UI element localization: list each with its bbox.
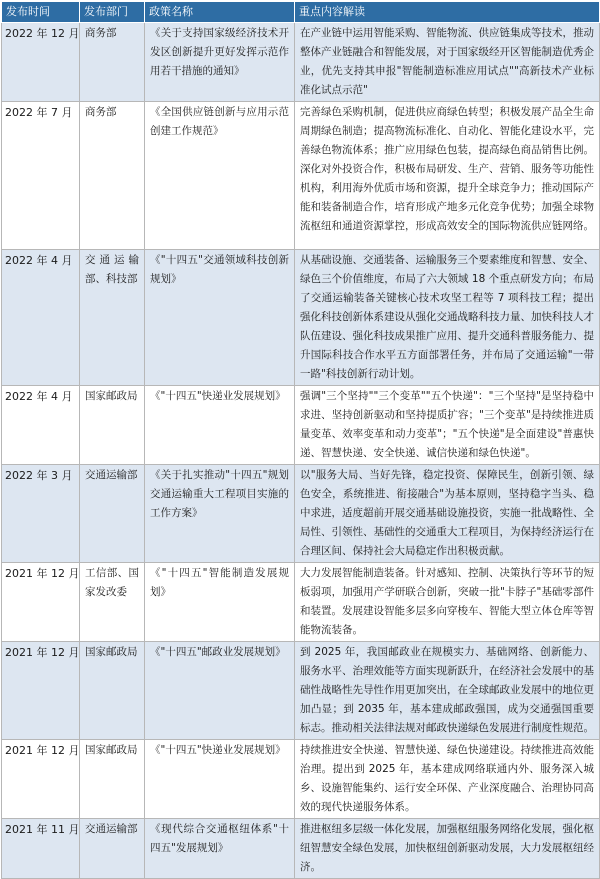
table-row (2, 386, 600, 465)
cell-dept: 交通运输部、科技部 (80, 250, 145, 386)
header-name: 政策名称 (145, 2, 295, 23)
cell-policy-name: 《现代综合交通枢纽体系"十四五"发展规划》 (145, 819, 295, 879)
table-row (2, 740, 600, 819)
cell-date: 2021 年 12 月 (2, 563, 80, 642)
cell-date: 2021 年 11 月 (2, 819, 80, 879)
cell-date: 2021 年 12 月 (2, 740, 80, 819)
cell-dept: 国家邮政局 (80, 386, 145, 465)
cell-policy-name: 《"十四五"快递业发展规划》 (145, 386, 295, 465)
cell-dept: 交通运输部 (80, 819, 145, 879)
cell-date: 2022 年 12 月 (2, 23, 80, 102)
cell-date: 2022 年 3 月 (2, 465, 80, 563)
table-header-row (2, 2, 600, 23)
cell-content: 到 2025 年，我国邮政业在规模实力、基础网络、创新能力、服务水平、治理效能等方面实现新跃升，在经济社会发展中的基础性战略性先导性作用更加突出，在全球邮政业发展中的地位更加凸显；到 2035 年，基本建成邮政强国，成为交通强国重要标志。推动相关法律法规对邮政快递绿色发展进行制度性规范。 (295, 642, 600, 740)
cell-date: 2022 年 7 月 (2, 102, 80, 250)
header-content: 重点内容解读 (295, 2, 600, 23)
cell-policy-name: 《"十四五"智能制造发展规划》 (145, 563, 295, 642)
cell-content: 从基础设施、交通装备、运输服务三个要素维度和智慧、安全、绿色三个价值维度，布局了六大领域 18 个重点研发方向；布局了交通运输装备关键核心技术攻坚工程等 7 项科技工程；提出强化科技创新体系建设从强化交通战略科技力量、加快科技人才队伍建设、强化科技成果推广应用、提升交通科普服务能力、提升国际科技合作水平五方面部署任务，并布局了交通运输"一带一路"科技创新行动计划。 (295, 250, 600, 386)
table-row (2, 563, 600, 642)
cell-policy-name: 《关于支持国家级经济技术开发区创新提升更好发挥示范作用若干措施的通知》 (145, 23, 295, 102)
cell-content: 大力发展智能制造装备。针对感知、控制、决策执行等环节的短板弱项，加强用产学研联合创新，突破一批"卡脖子"基础零部件和装置。发展建设智能多层多向穿梭车、智能大型立体仓库等智能物流装备。 (295, 563, 600, 642)
cell-content: 完善绿色采购机制，促进供应商绿色转型；积极发展产品全生命周期绿色制造；提高物流标准化、自动化、智能化建设水平，完善绿色物流体系；推广应用绿色包装，提高绿色商品销售比例。深化对外投资合作，积极布局研发、生产、营销、服务等功能性机构，利用海外优质市场和资源，提升全球竞争力；推动国际产能和装备制造合作，培育形成产地多元化竞争优势；加强全球物流枢纽和通道资源掌控，形成高效安全的国际物流供应链网络。 (295, 102, 600, 250)
cell-policy-name: 《"十四五"交通领域科技创新规划》 (145, 250, 295, 386)
cell-content: 持续推进安全快递、智慧快递、绿色快递建设。持续推进高效能治理。提出到 2025 年，基本建成网络联通内外、服务深入城乡、设施智能集约、运行安全环保、产业深度融合、治理协同高效的现代快递服务体系。 (295, 740, 600, 819)
cell-date: 2022 年 4 月 (2, 250, 80, 386)
header-date: 发布时间 (2, 2, 80, 23)
cell-content: 推进枢纽多层级一体化发展，加强枢纽服务网络化发展，强化枢纽智慧安全绿色发展，加快枢纽创新驱动发展，大力发展枢纽经济。 (295, 819, 600, 879)
cell-policy-name: 《全国供应链创新与应用示范创建工作规范》 (145, 102, 295, 250)
table-row (2, 250, 600, 386)
table-row (2, 465, 600, 563)
cell-policy-name: 《"十四五"邮政业发展规划》 (145, 642, 295, 740)
table-row (2, 102, 600, 250)
cell-dept: 国家邮政局 (80, 740, 145, 819)
cell-dept: 商务部 (80, 102, 145, 250)
cell-content: 以"服务大局、当好先锋，稳定投资、保障民生，创新引领、绿色安全，系统推进、衔接融合"为基本原则，坚持稳字当头、稳中求进，适度超前开展交通基础设施投资，实施一批战略性、全局性、引领性、基础性的交通重大工程项目，为保持经济运行在合理区间、保持社会大局稳定作出积极贡献。 (295, 465, 600, 563)
cell-content: 强调"三个坚持""三个变革""五个快递"："三个坚持"是坚持稳中求进、坚持创新驱动和坚持提质扩容；"三个变革"是持续推进质量变革、效率变革和动力变革"；"五个快递"是全面建设"普惠快递、智慧快递、安全快递、诚信快递和绿色快递"。 (295, 386, 600, 465)
cell-dept: 商务部 (80, 23, 145, 102)
table-row (2, 23, 600, 102)
cell-date: 2022 年 4 月 (2, 386, 80, 465)
cell-content: 在产业链中运用智能采购、智能物流、供应链集成等技术，推动整体产业链融合和智能发展，对于国家级经开区智能制造优秀企业，优先支持其申报"智能制造标准应用试点""高新技术产业标准化试点示范" (295, 23, 600, 102)
cell-policy-name: 《"十四五"快递业发展规划》 (145, 740, 295, 819)
cell-dept: 国家邮政局 (80, 642, 145, 740)
cell-policy-name: 《关于扎实推动"十四五"规划交通运输重大工程项目实施的工作方案》 (145, 465, 295, 563)
policy-table (1, 1, 600, 879)
header-dept: 发布部门 (80, 2, 145, 23)
cell-dept: 工信部、国家发改委 (80, 563, 145, 642)
table-row (2, 642, 600, 740)
table-row (2, 819, 600, 879)
cell-date: 2021 年 12 月 (2, 642, 80, 740)
cell-dept: 交通运输部 (80, 465, 145, 563)
